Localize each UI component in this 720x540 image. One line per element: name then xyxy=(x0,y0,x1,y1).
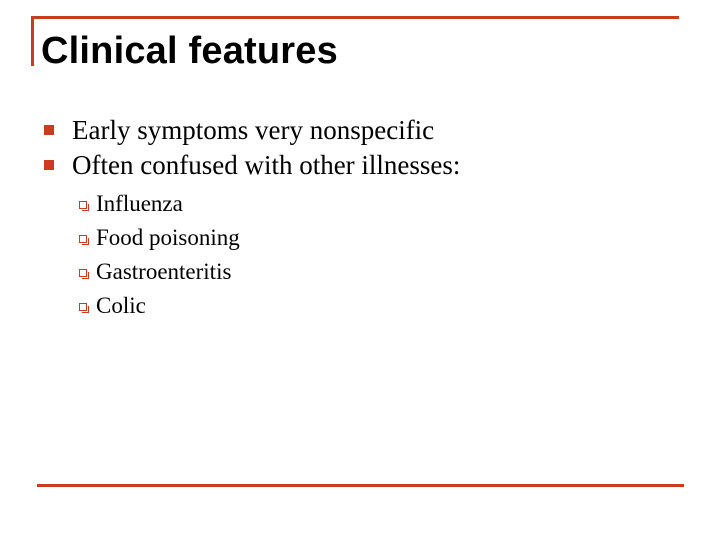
slide-title: Clinical features xyxy=(41,30,338,72)
square-bullet-icon xyxy=(44,160,54,170)
sub-bullet-text: Influenza xyxy=(96,191,183,216)
sub-bullet-text: Food poisoning xyxy=(96,225,240,250)
left-accent-rule xyxy=(31,16,34,66)
hollow-square-bullet-icon xyxy=(79,303,87,311)
sub-bullet-text: Gastroenteritis xyxy=(96,259,232,284)
hollow-square-bullet-icon xyxy=(79,269,87,277)
hollow-square-bullet-icon xyxy=(79,201,87,209)
sub-bullet-text: Colic xyxy=(96,293,146,318)
bullet-text: Often confused with other illnesses: xyxy=(72,150,461,180)
square-bullet-icon xyxy=(44,125,54,135)
bottom-accent-rule xyxy=(37,484,684,487)
hollow-square-bullet-icon xyxy=(79,235,87,243)
bullet-text: Early symptoms very nonspecific xyxy=(72,115,435,145)
top-accent-rule xyxy=(31,16,679,19)
